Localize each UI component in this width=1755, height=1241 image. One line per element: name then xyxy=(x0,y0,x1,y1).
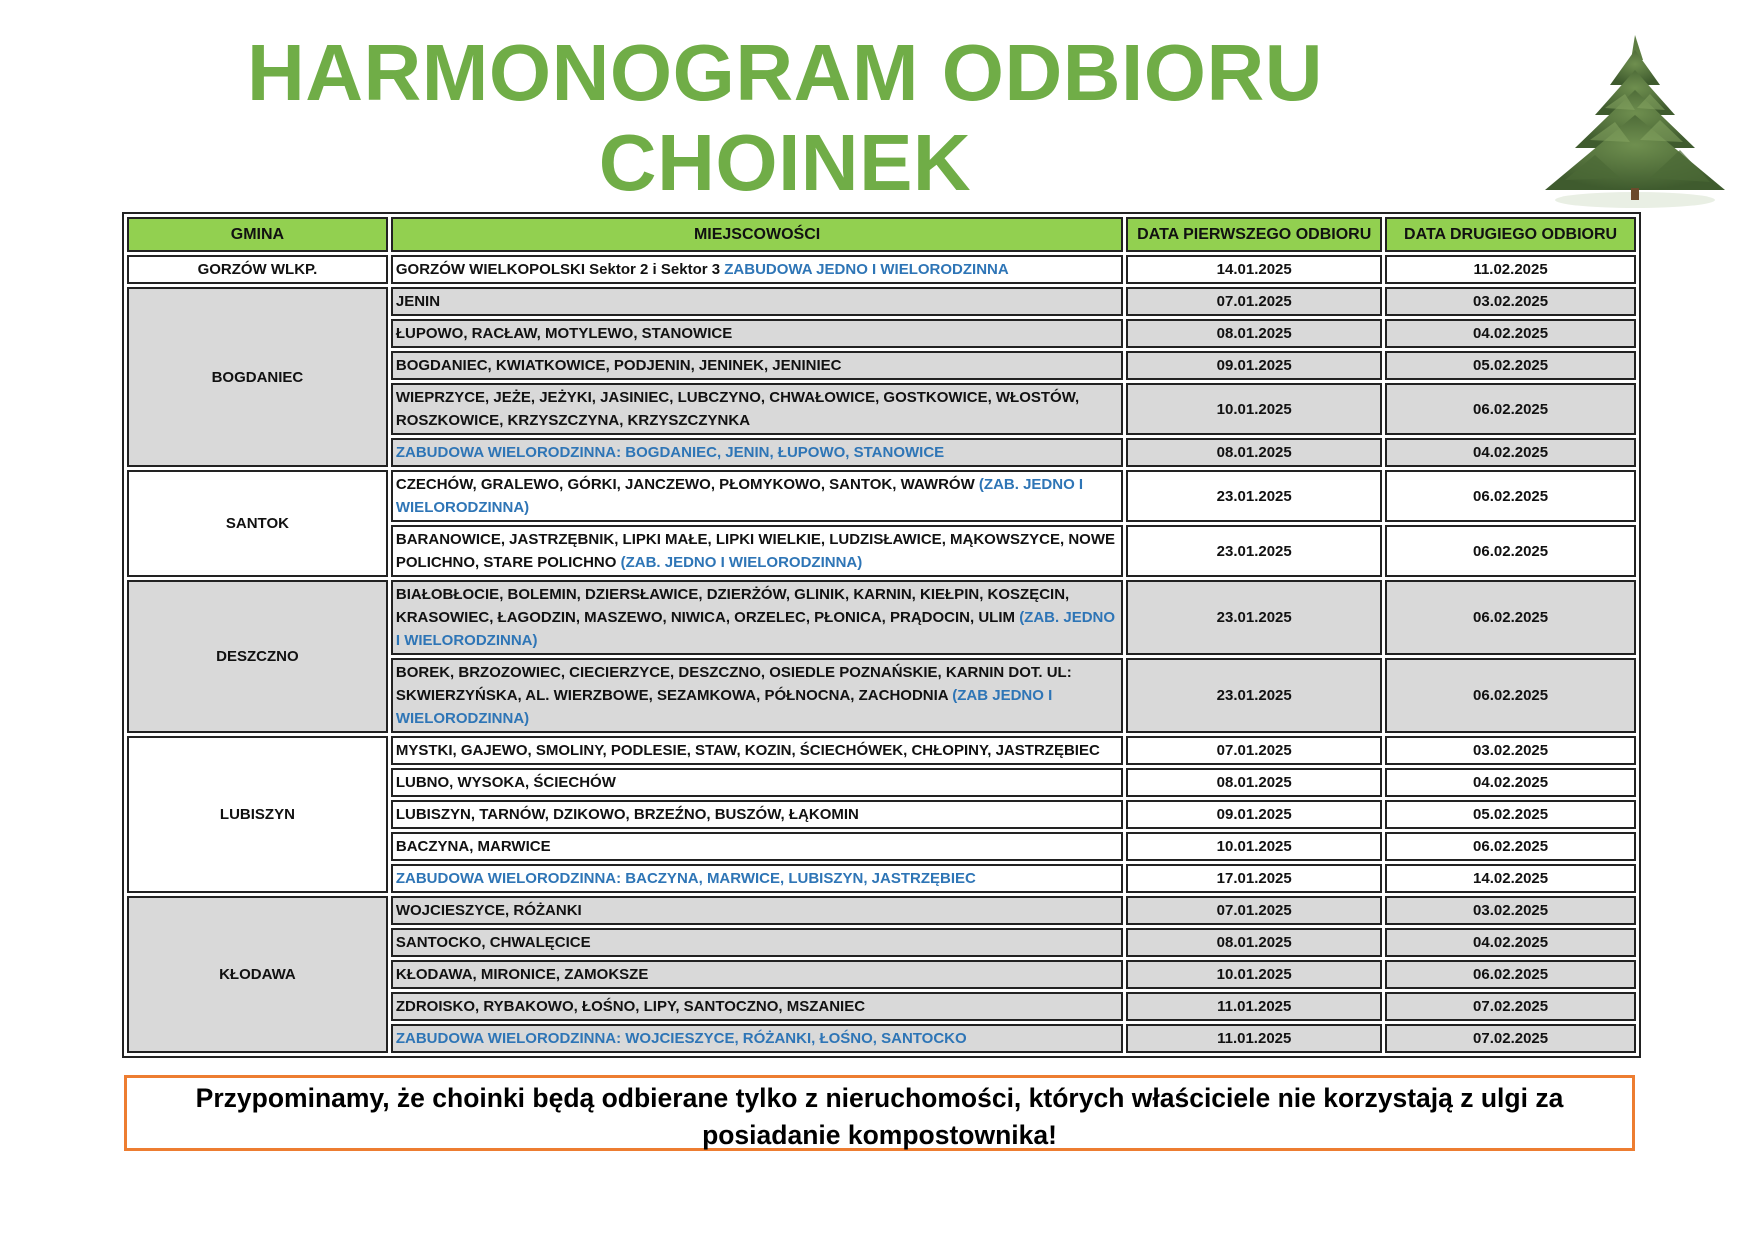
locations-cell xyxy=(391,438,1123,467)
gmina-group xyxy=(127,736,1636,893)
locations-text: ŁUPOWO, RACŁAW, MOTYLEWO, STANOWICE xyxy=(395,325,733,342)
second-pickup-date: 04.02.2025 xyxy=(1385,928,1636,957)
gmina-cell: KŁODAWA xyxy=(127,896,388,1053)
second-pickup-date: 07.02.2025 xyxy=(1385,1024,1636,1053)
locations-text: MYSTKI, GAJEWO, SMOLINY, PODLESIE, STAW, KOZIN, ŚCIECHÓWEK, CHŁOPINY, JASTRZĘBIEC xyxy=(395,742,1100,759)
header-gmina: GMINA xyxy=(127,217,388,252)
table-header-row xyxy=(127,217,1636,252)
table-row xyxy=(127,896,1636,925)
first-pickup-date: 10.01.2025 xyxy=(1126,383,1382,435)
second-pickup-date: 06.02.2025 xyxy=(1385,383,1636,435)
second-pickup-date: 06.02.2025 xyxy=(1385,658,1636,733)
locations-text: WOJCIESZYCE, RÓŻANKI xyxy=(395,902,582,919)
first-pickup-date: 07.01.2025 xyxy=(1126,896,1382,925)
locations-cell xyxy=(391,255,1123,284)
first-pickup-date: 14.01.2025 xyxy=(1126,255,1382,284)
table-row xyxy=(127,255,1636,284)
first-pickup-date: 07.01.2025 xyxy=(1126,287,1382,316)
locations-cell xyxy=(391,864,1123,893)
locations-cell xyxy=(391,383,1123,435)
second-pickup-date: 03.02.2025 xyxy=(1385,287,1636,316)
locations-cell xyxy=(391,287,1123,316)
first-pickup-date: 08.01.2025 xyxy=(1126,768,1382,797)
gmina-cell: DESZCZNO xyxy=(127,580,388,733)
gmina-group xyxy=(127,896,1636,1053)
gmina-group xyxy=(127,287,1636,467)
building-type-note: ZABUDOWA WIELORODZINNA: BACZYNA, MARWICE, LUBISZYN, JASTRZĘBIEC xyxy=(395,870,976,887)
locations-text: BACZYNA, MARWICE xyxy=(395,838,551,855)
second-pickup-date: 03.02.2025 xyxy=(1385,896,1636,925)
building-type-note: ZABUDOWA WIELORODZINNA: BOGDANIEC, JENIN, ŁUPOWO, STANOWICE xyxy=(395,444,945,461)
gmina-group xyxy=(127,580,1636,733)
building-type-note: ZABUDOWA JEDNO I WIELORODZINNA xyxy=(724,261,1009,278)
locations-cell xyxy=(391,768,1123,797)
first-pickup-date: 10.01.2025 xyxy=(1126,832,1382,861)
header-first-date: DATA PIERWSZEGO ODBIORU xyxy=(1126,217,1382,252)
schedule-table xyxy=(122,212,1641,1058)
second-pickup-date: 05.02.2025 xyxy=(1385,351,1636,380)
table-row xyxy=(127,580,1636,655)
second-pickup-date: 07.02.2025 xyxy=(1385,992,1636,1021)
locations-cell xyxy=(391,992,1123,1021)
gmina-cell: GORZÓW WLKP. xyxy=(127,255,388,284)
header-second-date: DATA DRUGIEGO ODBIORU xyxy=(1385,217,1636,252)
gmina-cell: BOGDANIEC xyxy=(127,287,388,467)
locations-cell xyxy=(391,928,1123,957)
locations-cell xyxy=(391,832,1123,861)
locations-text: KŁODAWA, MIRONICE, ZAMOKSZE xyxy=(395,966,649,983)
second-pickup-date: 06.02.2025 xyxy=(1385,470,1636,522)
first-pickup-date: 23.01.2025 xyxy=(1126,580,1382,655)
building-type-note: (ZAB JEDNO I WIELORODZINNA) xyxy=(395,687,1053,727)
gmina-group xyxy=(127,470,1636,577)
first-pickup-date: 09.01.2025 xyxy=(1126,800,1382,829)
second-pickup-date: 04.02.2025 xyxy=(1385,319,1636,348)
building-type-note: ZABUDOWA WIELORODZINNA: WOJCIESZYCE, RÓŻANKI, ŁOŚNO, SANTOCKO xyxy=(395,1030,967,1047)
first-pickup-date: 09.01.2025 xyxy=(1126,351,1382,380)
building-type-note: (ZAB. JEDNO I WIELORODZINNA) xyxy=(395,476,1084,516)
building-type-note: (ZAB. JEDNO I WIELORODZINNA) xyxy=(395,609,1116,649)
first-pickup-date: 23.01.2025 xyxy=(1126,470,1382,522)
first-pickup-date: 10.01.2025 xyxy=(1126,960,1382,989)
locations-cell xyxy=(391,470,1123,522)
locations-cell xyxy=(391,525,1123,577)
first-pickup-date: 07.01.2025 xyxy=(1126,736,1382,765)
locations-text: GORZÓW WIELKOPOLSKI Sektor 2 i Sektor 3 xyxy=(395,261,725,278)
second-pickup-date: 06.02.2025 xyxy=(1385,580,1636,655)
christmas-tree-icon xyxy=(1535,30,1735,215)
first-pickup-date: 08.01.2025 xyxy=(1126,928,1382,957)
table-row xyxy=(127,470,1636,522)
locations-text: WIEPRZYCE, JEŻE, JEŻYKI, JASINIEC, LUBCZYNO, CHWAŁOWICE, GOSTKOWICE, WŁOSTÓW, ROSZKOWICE, KRZYSZCZYNA, KRZYSZCZYNKA xyxy=(395,389,1080,429)
first-pickup-date: 17.01.2025 xyxy=(1126,864,1382,893)
second-pickup-date: 06.02.2025 xyxy=(1385,960,1636,989)
locations-text: LUBNO, WYSOKA, ŚCIECHÓW xyxy=(395,774,616,791)
second-pickup-date: 14.02.2025 xyxy=(1385,864,1636,893)
second-pickup-date: 06.02.2025 xyxy=(1385,525,1636,577)
second-pickup-date: 03.02.2025 xyxy=(1385,736,1636,765)
reminder-box: Przypominamy, że choinki będą odbierane tylko z nieruchomości, których właściciele nie korzystają z ulgi za posiadanie kompostownika! xyxy=(124,1075,1635,1151)
locations-text: BARANOWICE, JASTRZĘBNIK, LIPKI MAŁE, LIPKI WIELKIE, LUDZISŁAWICE, MĄKOWSZYCE, NOWE POLICHNO, STARE POLICHNO xyxy=(395,531,1116,571)
locations-cell xyxy=(391,800,1123,829)
gmina-cell: LUBISZYN xyxy=(127,736,388,893)
first-pickup-date: 23.01.2025 xyxy=(1126,658,1382,733)
locations-cell xyxy=(391,658,1123,733)
locations-text: LUBISZYN, TARNÓW, DZIKOWO, BRZEŹNO, BUSZÓW, ŁĄKOMIN xyxy=(395,806,859,823)
locations-cell xyxy=(391,580,1123,655)
locations-cell xyxy=(391,351,1123,380)
locations-text: CZECHÓW, GRALEWO, GÓRKI, JANCZEWO, PŁOMYKOWO, SANTOK, WAWRÓW xyxy=(395,476,979,493)
locations-text: BOGDANIEC, KWIATKOWICE, PODJENIN, JENINEK, JENINIEC xyxy=(395,357,842,374)
locations-text: BIAŁOBŁOCIE, BOLEMIN, DZIERSŁAWICE, DZIERŻÓW, GLINIK, KARNIN, KIEŁPIN, KOSZĘCIN, KRASOWIEC, ŁAGODZIN, MASZEWO, NIWICA, ORZELEC, PŁONICA, PRĄDOCIN, ULIM xyxy=(395,586,1070,626)
second-pickup-date: 06.02.2025 xyxy=(1385,832,1636,861)
first-pickup-date: 08.01.2025 xyxy=(1126,438,1382,467)
building-type-note: (ZAB. JEDNO I WIELORODZINNA) xyxy=(620,554,863,571)
first-pickup-date: 11.01.2025 xyxy=(1126,992,1382,1021)
first-pickup-date: 23.01.2025 xyxy=(1126,525,1382,577)
first-pickup-date: 08.01.2025 xyxy=(1126,319,1382,348)
second-pickup-date: 05.02.2025 xyxy=(1385,800,1636,829)
locations-cell xyxy=(391,896,1123,925)
second-pickup-date: 04.02.2025 xyxy=(1385,438,1636,467)
gmina-group xyxy=(127,255,1636,284)
locations-text: SANTOCKO, CHWALĘCICE xyxy=(395,934,591,951)
page-title: HARMONOGRAM ODBIORU CHOINEK xyxy=(246,28,1324,207)
locations-cell xyxy=(391,319,1123,348)
header-miejscowosci: MIEJSCOWOŚCI xyxy=(391,217,1123,252)
second-pickup-date: 04.02.2025 xyxy=(1385,768,1636,797)
locations-cell xyxy=(391,1024,1123,1053)
second-pickup-date: 11.02.2025 xyxy=(1385,255,1636,284)
locations-cell xyxy=(391,960,1123,989)
gmina-cell: SANTOK xyxy=(127,470,388,577)
locations-cell xyxy=(391,736,1123,765)
table-row xyxy=(127,287,1636,316)
locations-text: ZDROISKO, RYBAKOWO, ŁOŚNO, LIPY, SANTOCZNO, MSZANIEC xyxy=(395,998,866,1015)
first-pickup-date: 11.01.2025 xyxy=(1126,1024,1382,1053)
locations-text: JENIN xyxy=(395,293,441,310)
table-row xyxy=(127,736,1636,765)
locations-text: BOREK, BRZOZOWIEC, CIECIERZYCE, DESZCZNO, OSIEDLE POZNAŃSKIE, KARNIN DOT. UL: SKWIERZYŃSKA, AL. WIERZBOWE, SEZAMKOWA, PÓŁNOCNA, ZACHODNIA xyxy=(395,664,1072,704)
